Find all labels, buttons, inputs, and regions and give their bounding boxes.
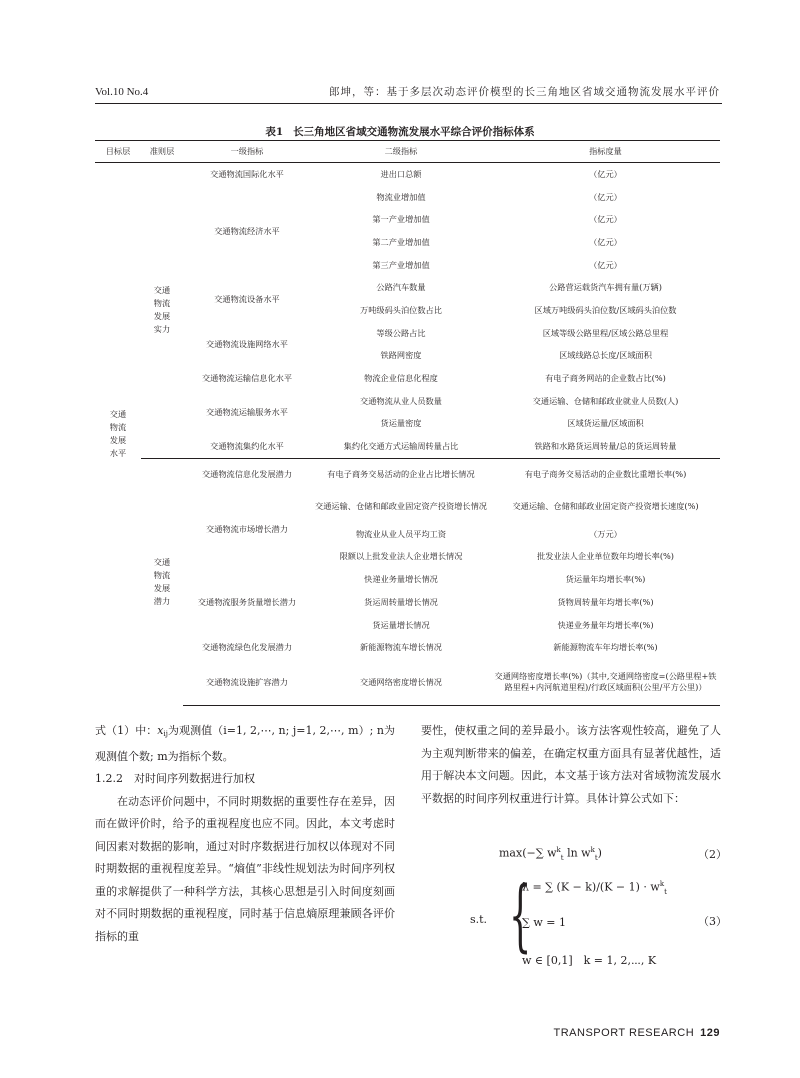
level1-cell: 交通物流信息化发展潜力: [183, 458, 311, 491]
level1-cell: 交通物流国际化水平: [210, 168, 284, 179]
measure-cell: 区域线路总长度/区域面积: [559, 350, 652, 361]
page-number: 129: [700, 1027, 720, 1039]
measure-cell: （亿元）: [589, 168, 622, 179]
equation-2-number: （2）: [698, 848, 727, 861]
measure-cell: 区域万吨级码头泊位数/区域码头泊位数: [534, 304, 677, 315]
level2-cell: 交通网络密度增长情况: [311, 659, 491, 706]
level1-cell: 交通物流绿色化发展潜力: [201, 642, 293, 653]
level1-cell: 交通物流经济水平: [214, 225, 280, 236]
measure-cell: （亿元）: [589, 259, 622, 270]
level1-cell: 交通物流设备水平: [214, 293, 280, 304]
col-header: 准则层: [141, 141, 183, 163]
level2-cell: 第一产业增加值: [372, 214, 430, 225]
level1-cell: 交通物流市场增长潜力: [206, 524, 288, 535]
equation-3-number: （3）: [698, 915, 727, 928]
level2-cell: 集约化交通方式运输周转量占比: [343, 441, 459, 452]
equation-3-line-3: w ∈ [0,1] k = 1, 2,⋯, K: [522, 954, 657, 967]
section-heading: 1.2.2 对时间序列数据进行加权: [95, 772, 255, 785]
table-row: [95, 568, 720, 591]
measure-cell: 快递业务量年均增长率(%): [557, 619, 654, 630]
footer: [554, 1027, 720, 1039]
measure-cell: 批发业法人企业单位数年均增长率(%): [537, 551, 674, 562]
measure-cell: 货运量年均增长率(%): [565, 574, 646, 585]
brace-icon: {: [509, 871, 532, 961]
table-row: [95, 322, 720, 345]
level1-cell: 交通物流集约化水平: [210, 441, 284, 452]
level2-cell: 铁路网密度: [380, 350, 422, 361]
table-row: [95, 276, 720, 299]
level2-cell: 物流企业信息化程度: [364, 373, 438, 384]
table-title: [0, 124, 800, 139]
indicator-table: [95, 140, 720, 706]
table-number: 表1: [265, 126, 284, 138]
col-header: 指标度量: [491, 141, 720, 163]
measure-cell: 交通运输、仓储和邮政业就业人员数(人): [532, 395, 679, 406]
paragraph: 要性，使权重之间的差异最小。该方法客观性较高，避免了人为主观判断带来的偏差，在确定权重方面具有显著优越性，适用于解决本文问题。因此，本文基于该方法对省域物流发展水平数据的时间序列权重进行计算。具体计算公式如下：: [421, 724, 721, 805]
measure-cell: （亿元）: [589, 191, 622, 202]
level1-cell: 交通物流服务货量增长潜力: [197, 596, 297, 607]
level2-cell: 货运量密度: [380, 418, 422, 429]
measure-cell: 交通运输、仓储和邮政业固定资产投资增长速度(%): [512, 501, 699, 512]
measure-cell: 铁路和水路货运周转量/总的货运周转量: [534, 441, 677, 452]
level2-cell: 货运周转量增长情况: [364, 596, 438, 607]
table-caption: 长三角地区省域交通物流发展水平综合评价指标体系: [293, 126, 535, 138]
level2-cell: 有电子商务交易活动的企业占比增长情况: [311, 458, 491, 491]
equation-3-label: s.t.: [470, 913, 488, 926]
level2-cell: 第二产业增加值: [372, 236, 430, 247]
equation-3-line-1: λ = ∑ $(K - k)/(K - 1) \cdot w^k_t$: [522, 880, 667, 896]
equation-2: max(−∑ $w^k_t$ $\ln w^k_t$): [499, 846, 602, 862]
criteria-cell: 交通物流发展潜力: [141, 458, 183, 705]
paragraph: 式（1）中：$x_{ij}$为观测值（i=1, 2,⋯, n; j=1, 2,⋯, m）; n为观测值个数; m为指标个数。: [95, 724, 396, 763]
table-header-row: [95, 141, 720, 163]
table-row: [95, 435, 720, 458]
level2-cell: 公路汽车数量: [376, 282, 426, 293]
level2-cell: 货运量增长情况: [372, 619, 430, 630]
paragraph: 在动态评价问题中，不同时期数据的重要性存在差异，因而在做评价时，给予的重视程度也应不同。因此，本文考虑时间因素对数据的影响，通过对时序数据进行加权以体现对不同时期数据的重视程度差异。“熵值”非线性规划法为时间序列权重的求解提供了一种科学方法，其核心思想是引入时间度刻画对不同时期数据的重视程度，同时基于信息熵原理兼顾各评价指标的重: [95, 794, 395, 943]
level2-cell: 快递业务量增长情况: [364, 574, 438, 585]
table-row: [95, 390, 720, 413]
measure-cell: 新能源物流车年均增长率(%): [553, 642, 658, 653]
col-header: 二级指标: [311, 141, 491, 163]
measure-cell: 区域等级公路里程/区域公路总里程: [542, 327, 669, 338]
level1-cell: 交通物流运输信息化水平: [201, 373, 293, 384]
level1-cell: 交通物流设施扩容潜力: [183, 659, 311, 706]
level2-cell: 交通物流从业人员数量: [360, 395, 442, 406]
level2-cell: 第三产业增加值: [372, 259, 430, 270]
header-running-title: 郎坤，等：基于多层次动态评价模型的长三角地区省域交通物流发展水平评价: [329, 86, 720, 98]
measure-cell: 货物周转量年均增长率(%): [557, 596, 654, 607]
col-header: 目标层: [95, 141, 141, 163]
table-row: [95, 367, 720, 390]
measure-cell: 有电子商务网站的企业数占比(%): [545, 373, 666, 384]
level2-cell: 物流业从业人员平均工资: [355, 528, 447, 539]
level2-cell: 新能源物流车增长情况: [360, 642, 442, 653]
table-row: [95, 491, 720, 523]
footer-journal: TRANSPORT RESEARCH: [553, 1027, 695, 1039]
col-header: 一级指标: [183, 141, 311, 163]
right-column: [421, 720, 721, 810]
equation-3-line-2: ∑ w = 1: [522, 916, 566, 929]
level2-cell: 物流业增加值: [376, 191, 426, 202]
measure-cell: 区域货运量/区域面积: [567, 418, 644, 429]
table-row: [95, 636, 720, 659]
header-rule: [95, 103, 722, 104]
level1-cell: 交通物流运输服务水平: [206, 407, 288, 418]
measure-cell: 公路营运载货汽车拥有量(万辆): [549, 282, 662, 293]
measure-cell: （万元）: [589, 528, 622, 539]
table-row: [95, 186, 720, 209]
measure-cell: （亿元）: [589, 214, 622, 225]
level2-cell: 交通运输、仓储和邮政业固定资产投资增长情况: [315, 501, 487, 512]
level1-cell: 交通物流设施网络水平: [206, 339, 288, 349]
level2-cell: 限额以上批发业法人企业增长情况: [339, 551, 463, 562]
measure-cell: （亿元）: [589, 236, 622, 247]
table-row: [95, 458, 720, 491]
level2-cell: 万吨级码头泊位数占比: [360, 304, 442, 315]
header-volume: Vol.10 No.4: [95, 86, 149, 98]
table-row: [95, 659, 720, 706]
measure-cell: 有电子商务交易活动的企业数比重增长率(%): [491, 458, 720, 491]
left-column: [95, 720, 395, 948]
level2-cell: 进出口总额: [380, 168, 422, 179]
goal-cell: 交通物流发展水平: [109, 409, 127, 459]
criteria-cell: 交通物流发展实力: [153, 285, 171, 335]
table-row: [95, 163, 720, 186]
level2-cell: 等级公路占比: [376, 327, 426, 338]
measure-cell: 交通网络密度增长率(%)（其中,交通网络密度=(公路里程+铁路里程+内河航道里程)/行政区域面积(公里/平方公里)）: [491, 659, 720, 706]
